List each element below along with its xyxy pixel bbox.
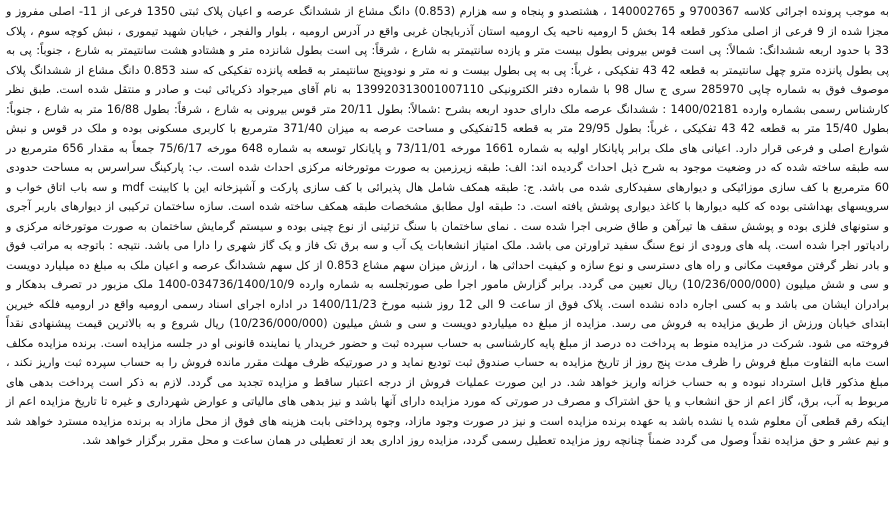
auction-notice-text: به موجب پرونده اجرائی کلاسه 9700367 و 140002765 ، هشتصدو و پنجاه و سه هزارم (0.853) دانگ مشاع از ششدانگ عرصه و اعیان پلاک ثبتی 1350 فرعی از 11- اصلی مفروز و مجزا شده از 9 فرعی از اصلی مذکور قطعه 14 بخش 5 ارومیه ناحیه یک ارومیه استان آذربایجان غربی واقع در آدرس ارومیه ، بلوار والفجر ، خیابان شهید تیموری ، نبش کوچه سوم ، پلاک 33 با حدود اربعه ششدانگ: شمالاً: پی است قوس بیرونی بطول بیست متر و یازده سانتیمتر به شارع ، شرقاً: پی است بطول شانزده متر و هشتادو هشت سانتیمتر به شارع ، جنوباً: پی به پی بطول پانزده مترو چهل سانتیمتر به قطعه 42 43 تفکیکی ، غرباً: پی به پی بطول بیست و نه متر و نودوپنج سانتیمتر به قطعه پانزده تفکیکی که سند 0.853 دانگ مشاع از ششدانگ پلاک موصوف فوق به شماره چاپی 285970 سری ج سال 98 با شماره دفتر الکترونیکی 139920313001007110 به نام آقای میرجواد ذکریائی ثبت و صادر و منتقل شده است. طبق نظر کارشناس رسمی بشماره وارده 1400/02181 : ششدانگ عرصه ملک دارای حدود اربعه بشرح :شمالاً: بطول 20/11 متر قوس بیرونی به شارع ، شرقاً: بطول 16/88 متر به شارع ، جنوباً: بطول 15/40 متر به قطعه 42 43 تفکیکی ، غرباً: بطول 29/95 متر به قطعه 15تفکیکی و مساحت عرصه به میزان 371/40 مترمربع با کاربری مسکونی بوده و ملک در قوس و نبش شوارع اصلی و فرعی قرار دارد. اعیانی های ملک برابر پایانکار اولیه به شماره 1661 مورخه 73/11/01 و پایانکار توسعه به شماره 648 مورخه 75/6/17 جمعاً به مقدار 656 مترمربع در سه طبقه ساخته شده که در وضعیت موجود به شرح ذیل احداث گردیده اند: الف: طبقه زیرزمین به صورت موتورخانه مرکزی احداث شده است. ب: پارکینگ سراسرس به مساحت حدودی 60 مترمربع با کف سازی موزائیکی و دیوارهای سفیدکاری شده می باشد. ج: طبقه همکف شامل هال پذیرائی با کف سازی پارکت و آشپزخانه این با کابینت mdf و سه باب اتاق خواب و سرویسهای بهداشتی بوده که کلیه دیوارها با کاغذ دیواری پوشش یافته است. د: طبقه اول مطابق مشخصات طبقه همکف ساخته شده است. سازه ساختمان ترکیبی از دیوارهای باربر آجری و ستونهای فلزی بوده و پوشش سقف ها تیرآهن و طاق ضربی اجرا شده ست . نمای ساختمان با سنگ تزئینی از نوع چینی بوده و سیستم گرمایش ساختمان به صورت موتورخانه مرکزی و رادیاتور اجرا شده است. پله های ورودی از نوع سنگ سفید تراورتن می باشد. ملک امتیاز انشعابات یک آب و سه برق تک فاز و یک گاز شهری را دارا می باشد. نتیجه : باتوجه به مراتب فوق و بادر نظر گرفتن موقعیت مکانی و راه های دسترسی و نوع سازه و کیفیت احداثی ها ، ارزش میزان سهم مشاع 0.853 از کل سهم ششدانگ عرصه و اعیان ملک به مبلغ ده میلیارد دویست و سی و شش میلیون (10/236/000/000) ریال تعیین می گردد. برابر گزارش مامور اجرا طی صورتجلسه به شماره وارده 034736/1400/10/9-1400 ملک مزبور در تصرف بدهکار و برادران ایشان می باشد و به کسی اجاره داده نشده است. پلاک فوق از ساعت 9 الی 12 روز شنبه مورخ 1400/11/23 در اداره اجرای اسناد رسمی ارومیه واقع در ارومیه فلکه خیرین ابتدای خیابان ورزش از طریق مزایده به فروش می رسد. مزایده از مبلغ ده میلیاردو دویست و سی و شش میلیون (10/236/000/000) ریال شروع و به بالاترین قیمت پیشنهادی نقداً فروخته می شود. شرکت در مزایده منوط به پرداخت ده درصد از مبلغ پایه کارشناسی به حساب سپرده ثبت و حضور خریدار یا نماینده قانونی او در جلسه مزایده است. برنده مزایده مکلف است مابه التفاوت مبلغ فروش را ظرف مدت پنج روز از تاریخ مزایده به حساب صندوق ثبت تودیع نماید و در صورتیکه ظرف مهلت مقرر مانده فروش را به حساب سپرده ثبت واریز نکند ، مبلغ مذکور قابل استرداد نبوده و به حساب خزانه واریز خواهد شد. در این صورت عملیات فروش از درجه اعتبار ساقط و مزایده تجدید می گردد. لازم به ذکر است پرداخت بدهی های مربوط به آب، برق، گاز اعم از حق انشعاب و یا حق اشتراک و مصرف در صورتی که مورد مزایده دارای آنها باشد و نیز بدهی های مالیاتی و عوارض شهرداری و غیره تا تاریخ مزایده اعم از اینکه رقم قطعی آن معلوم شده یا نشده باشد به عهده برنده مزایده است و نیز در صورت وجود مازاد، وجوه پرداختی بابت هزینه های فوق از محل مازاد به برنده مزایده مسترد خواهد شد و نیم عشر و حق مزایده نقداً وصول می گردد ضمناً چنانچه روز مزایده تعطیل رسمی گردد، مزایده روز اداری بعد از تعطیلی در همان ساعت و محل مقرر برگزار خواهد شد. bbox=[6, 5, 890, 447]
